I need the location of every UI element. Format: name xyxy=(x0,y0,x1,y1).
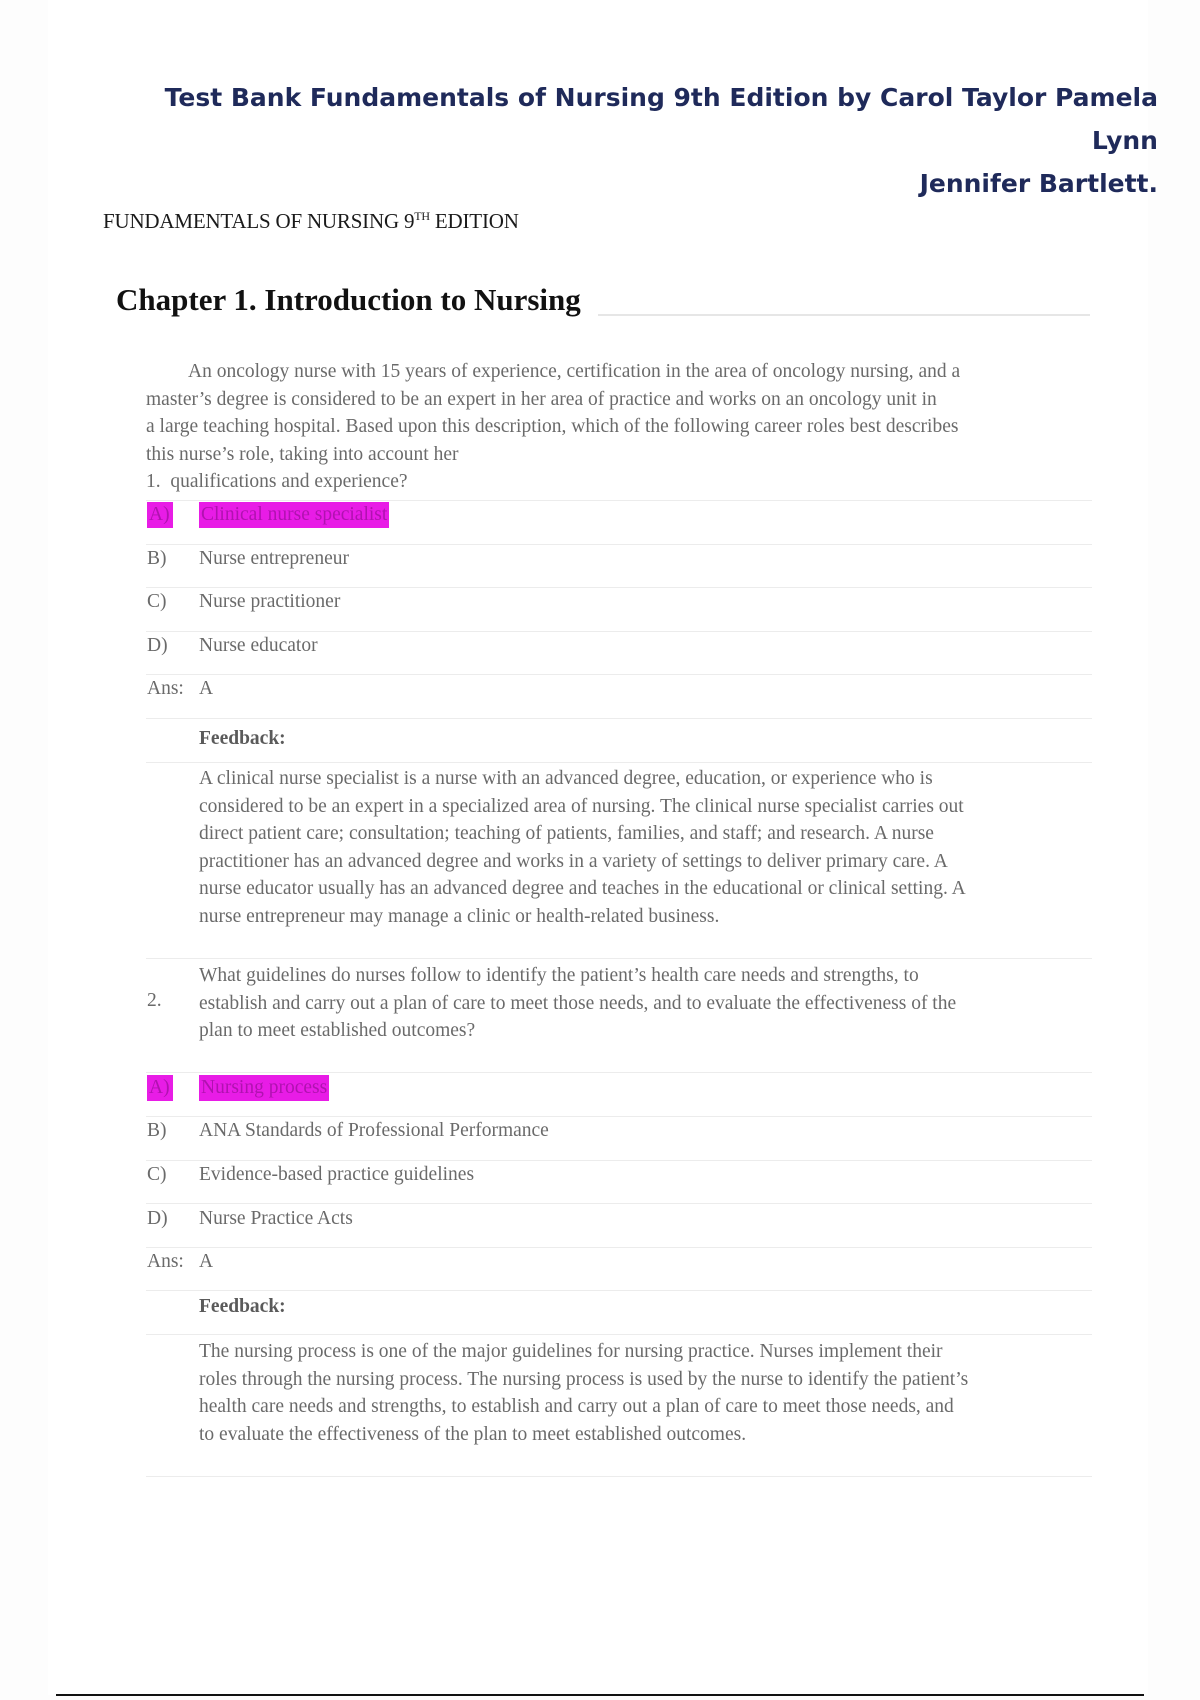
q1-answer-value: A xyxy=(199,678,214,699)
edition-suffix: EDITION xyxy=(429,209,519,233)
row-divider xyxy=(146,1247,1092,1248)
row-divider xyxy=(146,1072,1092,1073)
chapter-heading: Chapter 1. Introduction to Nursing xyxy=(116,282,581,317)
row-divider xyxy=(146,762,1092,763)
question-1-stem xyxy=(146,358,1072,496)
q2-answer-label: Ans: xyxy=(147,1251,184,1272)
edition-prefix: FUNDAMENTALS OF NURSING 9 xyxy=(103,209,415,233)
q1-feedback-text: A clinical nurse specialist is a nurse with an advanced degree, education, or experience who is considered to be an expert in a specialized area of nursing. The clinical nurse specialist carries out direct patient care; consultation; teaching of patients, families, and staff; and research. A nurse practitioner has an advanced degree and works in a variety of settings to deliver primary care. A nurse educator usually has an advanced degree and teaches in the educational or clinical setting. A nurse entrepreneur may manage a clinic or health-related business. xyxy=(199,768,966,927)
q2-feedback-text: The nursing process is one of the major guidelines for nursing practice. Nurses implement their roles through the nursing process. The nursing process is used by the nurse to identify the patient’s health care needs and strengths, to establish and carry out a plan of care to meet those needs, and to evaluate the effectiveness of the plan to meet established outcomes. xyxy=(199,1341,969,1445)
q2-option-b-letter[interactable]: B) xyxy=(147,1120,167,1141)
row-divider xyxy=(146,587,1092,588)
question-1-stem-line: master’s degree is considered to be an expert in her area of practice and works on an oncology unit in xyxy=(146,388,937,410)
q2-option-c-text[interactable]: Evidence-based practice guidelines xyxy=(199,1164,475,1185)
row-divider xyxy=(146,1334,1092,1335)
q1-option-d-text[interactable]: Nurse educator xyxy=(199,635,318,656)
title-line-1: Test Bank Fundamentals of Nursing 9th Edition by Carol Taylor Pamela Lynn xyxy=(164,83,1158,155)
row-divider xyxy=(146,1160,1092,1161)
q2-option-b-text[interactable]: ANA Standards of Professional Performance xyxy=(199,1120,549,1141)
document-title xyxy=(130,76,1158,205)
question-1-stem-line: a large teaching hospital. Based upon this description, which of the following career roles best describes xyxy=(146,416,959,437)
row-divider xyxy=(146,631,1092,632)
q1-option-b-letter[interactable]: B) xyxy=(147,548,167,569)
row-divider xyxy=(146,1476,1092,1477)
row-divider xyxy=(146,544,1092,545)
row-divider xyxy=(146,958,1092,959)
q1-option-c-letter[interactable]: C) xyxy=(147,591,167,612)
row-divider xyxy=(146,1290,1092,1291)
question-1-stem-line: An oncology nurse with 15 years of experience, certification in the area of oncology nursing, and a xyxy=(188,361,961,382)
row-divider xyxy=(146,718,1092,719)
q2-option-a-letter[interactable]: A) xyxy=(147,1075,173,1101)
title-line-2: Jennifer Bartlett. xyxy=(919,169,1158,198)
q2-answer-value: A xyxy=(199,1251,214,1272)
question-2-number: 2. xyxy=(147,990,162,1011)
row-divider xyxy=(146,674,1092,675)
q1-option-b-text[interactable]: Nurse entrepreneur xyxy=(199,548,349,569)
q1-option-a-letter[interactable]: A) xyxy=(147,502,173,528)
q1-option-d-letter[interactable]: D) xyxy=(147,635,168,656)
question-1-stem-line: 1. qualifications and experience? xyxy=(146,471,408,492)
chapter-divider xyxy=(598,314,1090,316)
row-divider xyxy=(146,500,1092,501)
question-1-stem-line: this nurse’s role, taking into account her xyxy=(146,443,459,465)
question-2-stem: What guidelines do nurses follow to identify the patient’s health care needs and strengths, to establish and carry out a plan of care to meet those needs, and to evaluate the effectiveness of the plan to meet established outcomes? xyxy=(199,965,957,1041)
q1-option-a-text[interactable]: Clinical nurse specialist xyxy=(199,502,389,528)
question-1-number: 1. xyxy=(146,471,161,492)
q2-feedback-label: Feedback: xyxy=(199,1296,286,1317)
row-divider xyxy=(146,1116,1092,1117)
row-divider xyxy=(146,1203,1092,1204)
q2-option-d-letter[interactable]: D) xyxy=(147,1208,168,1229)
q2-option-d-text[interactable]: Nurse Practice Acts xyxy=(199,1208,353,1229)
q2-option-c-letter[interactable]: C) xyxy=(147,1164,167,1185)
q1-answer-label: Ans: xyxy=(147,678,184,699)
q2-option-a-text[interactable]: Nursing process xyxy=(199,1075,329,1101)
footer-rule xyxy=(56,1694,1144,1696)
q1-option-c-text[interactable]: Nurse practitioner xyxy=(199,591,341,612)
edition-superscript: TH xyxy=(414,209,430,223)
edition-heading xyxy=(103,209,519,234)
q1-feedback-label: Feedback: xyxy=(199,728,286,749)
